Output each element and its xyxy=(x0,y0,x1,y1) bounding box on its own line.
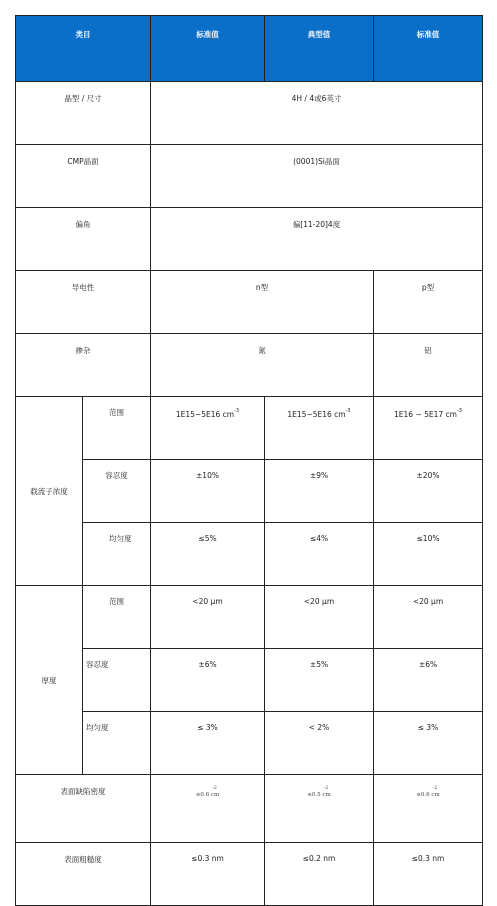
row-label-cmp: CMP晶面 xyxy=(16,145,151,208)
header-category: 类目 xyxy=(16,16,151,82)
row-label-defect: 表面缺陷密度 xyxy=(16,775,151,843)
sublabel-carrier-range: 范围 xyxy=(83,397,151,460)
header-typical: 典型值 xyxy=(265,16,374,82)
table-row xyxy=(16,523,483,586)
row-label-doping: 掺杂 xyxy=(16,334,151,397)
value-carrier-tolerance-2: ±9% xyxy=(265,460,374,523)
table-row xyxy=(16,145,483,208)
value-conductivity-n: n型 xyxy=(151,271,374,334)
value-offcut: 偏[11-20]4度 xyxy=(151,208,483,271)
value-thickness-range-2: <20 μm xyxy=(265,586,374,649)
value-roughness-2: ≤0.2 nm xyxy=(265,843,374,906)
header-row xyxy=(16,16,483,82)
row-label-roughness: 表面粗糙度 xyxy=(16,843,151,906)
table-row xyxy=(16,843,483,906)
value-carrier-tolerance-1: ±10% xyxy=(151,460,265,523)
table-row xyxy=(16,649,483,712)
defect-1-text: ≤0.6 cm xyxy=(195,792,220,798)
value-thickness-tolerance-1: ±6% xyxy=(151,649,265,712)
value-thickness-tolerance-3: ±6% xyxy=(374,649,483,712)
defect-3-text: ≤0.6 cm xyxy=(416,792,440,798)
value-carrier-tolerance-3: ±20% xyxy=(374,460,483,523)
header-standard-1: 标准值 xyxy=(151,16,265,82)
value-carrier-range-3 xyxy=(374,397,483,460)
value-thickness-tolerance-2: ±5% xyxy=(265,649,374,712)
carrier-range-3-exp: -3 xyxy=(456,408,462,414)
defect-3-exp: -2 xyxy=(432,785,438,791)
value-conductivity-p: p型 xyxy=(374,271,483,334)
table-row xyxy=(16,334,483,397)
value-defect-3 xyxy=(374,775,483,843)
value-thickness-uniformity-3: ≤ 3% xyxy=(374,712,483,775)
value-carrier-range-2 xyxy=(265,397,374,460)
value-carrier-range-1 xyxy=(151,397,265,460)
table-row xyxy=(16,208,483,271)
value-defect-2 xyxy=(265,775,374,843)
value-roughness-3: ≤0.3 nm xyxy=(374,843,483,906)
sublabel-thickness-uniformity: 均匀度 xyxy=(83,712,151,775)
value-doping-p: 铝 xyxy=(374,334,483,397)
value-type-size: 4H / 4或6英寸 xyxy=(151,82,483,145)
carrier-range-3-text: 1E16 ~ 5E17 cm xyxy=(394,410,457,419)
row-label-carrier: 载流子浓度 xyxy=(16,397,83,586)
table-row xyxy=(16,82,483,145)
value-carrier-uniformity-2: ≤4% xyxy=(265,523,374,586)
carrier-range-2-text: 1E15~5E16 cm xyxy=(287,410,346,419)
value-doping-n: 氮 xyxy=(151,334,374,397)
value-thickness-range-3: <20 μm xyxy=(374,586,483,649)
value-roughness-1: ≤0.3 nm xyxy=(151,843,265,906)
header-standard-2: 标准值 xyxy=(374,16,483,82)
value-thickness-uniformity-2: < 2% xyxy=(265,712,374,775)
sublabel-thickness-range: 范围 xyxy=(83,586,151,649)
carrier-range-2-exp: -3 xyxy=(345,408,351,414)
carrier-range-1-exp: -3 xyxy=(234,408,240,414)
table-row xyxy=(16,397,483,460)
row-label-conductivity: 导电性 xyxy=(16,271,151,334)
row-label-offcut: 偏角 xyxy=(16,208,151,271)
sublabel-carrier-tolerance: 容忍度 xyxy=(83,460,151,523)
sublabel-thickness-tolerance: 容忍度 xyxy=(83,649,151,712)
value-carrier-uniformity-1: ≤5% xyxy=(151,523,265,586)
value-carrier-uniformity-3: ≤10% xyxy=(374,523,483,586)
row-label-thickness: 厚度 xyxy=(16,586,83,775)
value-thickness-range-1: <20 μm xyxy=(151,586,265,649)
spec-table xyxy=(15,15,483,906)
value-thickness-uniformity-1: ≤ 3% xyxy=(151,712,265,775)
table-row xyxy=(16,712,483,775)
table-row xyxy=(16,586,483,649)
row-label-type-size: 晶型 / 尺寸 xyxy=(16,82,151,145)
value-defect-1 xyxy=(151,775,265,843)
table-row xyxy=(16,460,483,523)
defect-2-text: ≤0.5 cm xyxy=(307,792,331,798)
defect-2-exp: -2 xyxy=(323,785,329,791)
table-row xyxy=(16,271,483,334)
defect-1-exp: -2 xyxy=(212,785,217,791)
carrier-range-1-text: 1E15~5E16 cm xyxy=(175,410,235,419)
value-cmp: (0001)Si晶面 xyxy=(151,145,483,208)
sublabel-carrier-uniformity: 均匀度 xyxy=(83,523,151,586)
table-row xyxy=(16,775,483,843)
